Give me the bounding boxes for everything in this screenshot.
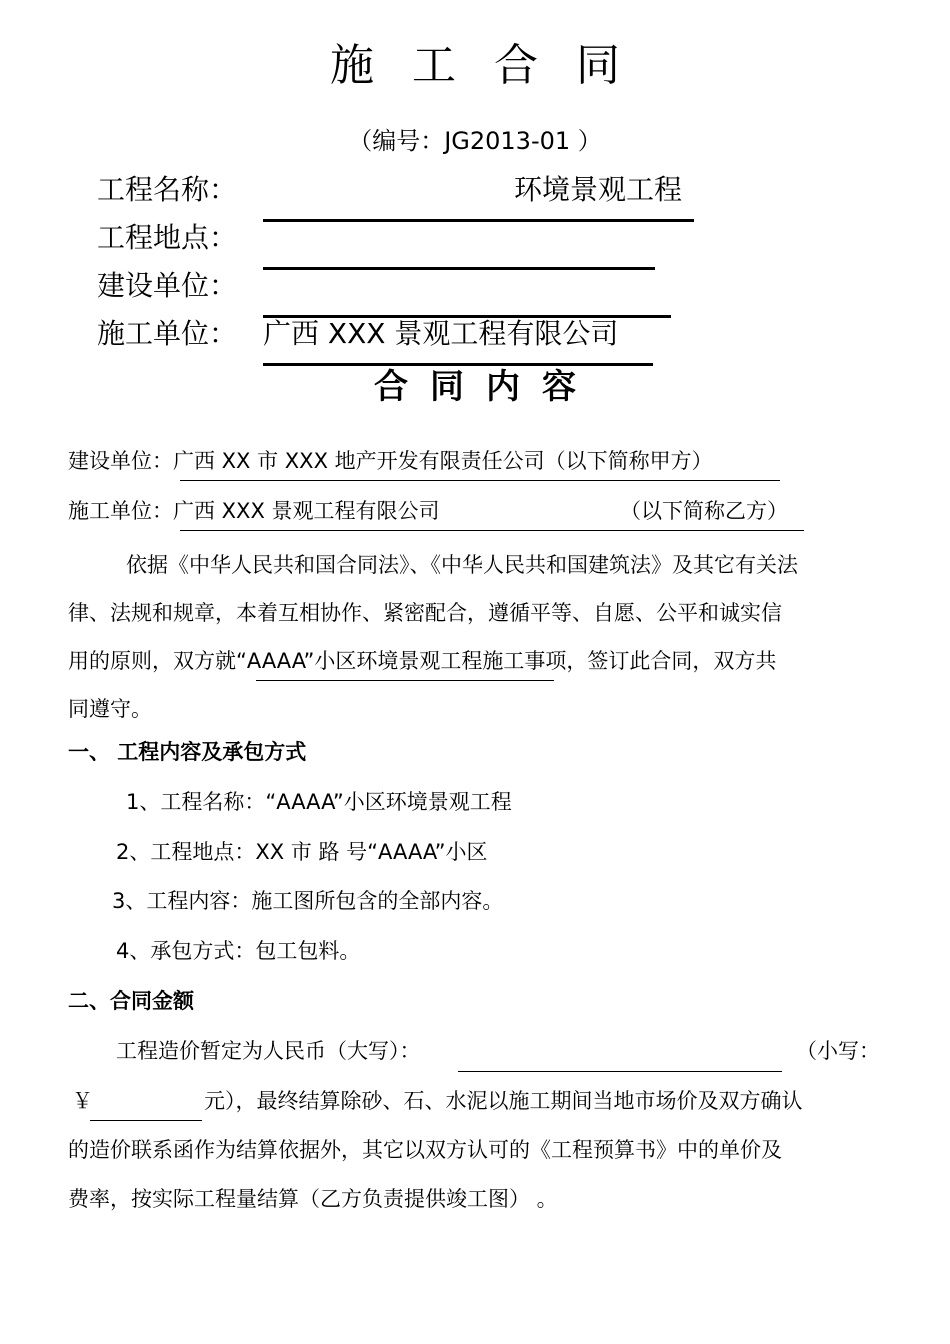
section-1-item-2: 2、工程地点：XX 市 路 号“AAAA”小区 [116, 840, 488, 864]
project-name-underline [263, 219, 694, 222]
contractor-party-line: 施工单位：广西 XXX 景观工程有限公司 [68, 499, 440, 523]
amount-words-blank [458, 1071, 782, 1072]
project-name-value: 环境景观工程 [514, 173, 683, 206]
preamble-line-2: 律、法规和规章，本着互相协作、紧密配合，遵循平等、自愿、公平和诚实信 [68, 601, 782, 625]
section-1-item-4: 4、承包方式：包工包料。 [116, 939, 361, 963]
contract-number: （编号：JG2013-01 ） [348, 127, 602, 155]
project-site-underline [263, 267, 655, 270]
section-1-heading: 一、 工程内容及承包方式 [68, 740, 307, 764]
amount-line-1-right: （小写： [796, 1039, 880, 1063]
amount-line-1-left: 工程造价暂定为人民币（大写）： [116, 1039, 421, 1063]
contractor-value: 广西 XXX 景观工程有限公司 [263, 317, 619, 350]
project-title-underline [256, 680, 554, 681]
amount-line-4: 费率，按实际工程量结算（乙方负责提供竣工图） 。 [68, 1187, 558, 1211]
section-1-item-1: 1、工程名称：“AAAA”小区环境景观工程 [126, 790, 512, 814]
currency-symbol: ￥ [72, 1089, 93, 1113]
amount-figures-blank [90, 1120, 202, 1121]
section-subtitle: 合同内容 [374, 367, 598, 407]
contractor-party-alias: （以下简称乙方） [620, 499, 788, 523]
project-name-label: 工程名称： [97, 173, 238, 206]
contractor-label: 施工单位： [97, 317, 238, 350]
document-title: 施工合同 [330, 40, 658, 91]
amount-line-3: 的造价联系函作为结算依据外，其它以双方认可的《工程预算书》中的单价及 [68, 1138, 782, 1162]
preamble-line-3: 用的原则，双方就“AAAA”小区环境景观工程施工事项，签订此合同，双方共 [68, 649, 777, 673]
client-party-underline [180, 480, 780, 481]
preamble-line-4: 同遵守。 [68, 697, 152, 721]
client-party-line: 建设单位：广西 XX 市 XXX 地产开发有限责任公司（以下简称甲方） [68, 449, 713, 473]
project-site-label: 工程地点： [97, 221, 238, 254]
section-2-heading: 二、合同金额 [68, 989, 194, 1013]
client-label: 建设单位： [97, 269, 238, 302]
section-1-item-3: 3、工程内容：施工图所包含的全部内容。 [112, 889, 504, 913]
preamble-line-1: 依据《中华人民共和国合同法》、《中华人民共和国建筑法》及其它有关法 [126, 553, 798, 577]
amount-line-2: 元），最终结算除砂、石、水泥以施工期间当地市场价及双方确认 [204, 1089, 803, 1113]
contractor-party-underline [180, 530, 804, 531]
